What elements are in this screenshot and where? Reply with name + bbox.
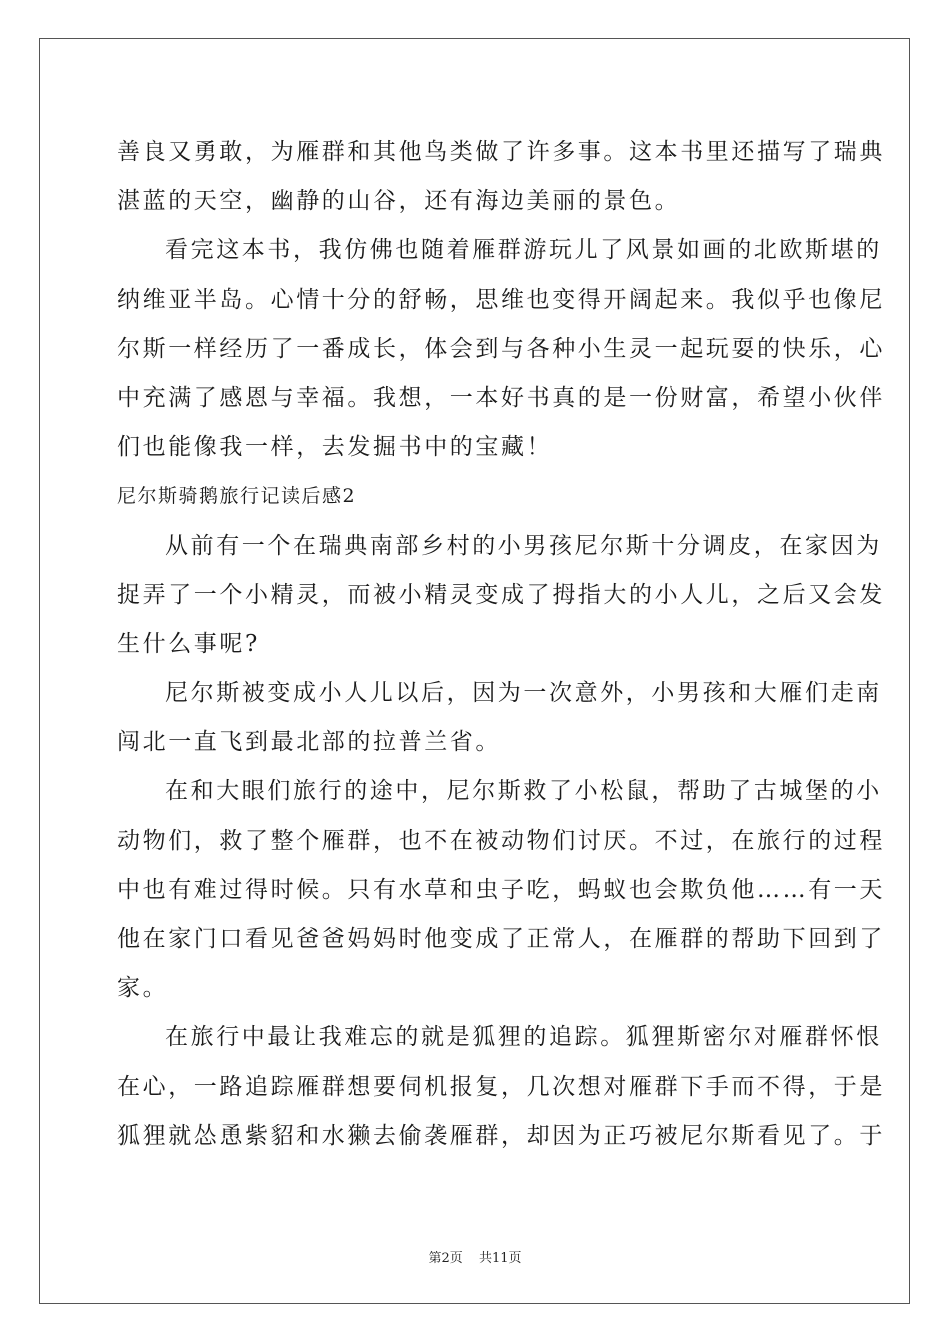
section-heading: 尼尔斯骑鹅旅行记读后感2 — [117, 485, 357, 508]
text-line: 纳维亚半岛。心情十分的舒畅，思维也变得开阔起来。我似乎也像尼 — [117, 286, 885, 313]
page-number: 第2页 — [428, 1251, 463, 1266]
text-line: 尔斯一样经历了一番成长，体会到与各种小生灵一起玩耍的快乐，心 — [117, 335, 885, 362]
text-line: 在和大眼们旅行的途中，尼尔斯救了小松鼠，帮助了古城堡的小 — [165, 778, 882, 805]
text-line: 中充满了感恩与幸福。我想，一本好书真的是一份财富，希望小伙伴 — [117, 384, 885, 411]
text-line: 湛蓝的天空，幽静的山谷，还有海边美丽的景色。 — [117, 188, 681, 215]
text-line: 善良又勇敢，为雁群和其他鸟类做了许多事。这本书里还描写了瑞典 — [117, 139, 885, 165]
page-footer — [0, 1247, 950, 1266]
text-line: 生什么事呢? — [117, 630, 260, 657]
text-line: 中也有难过得时候。只有水草和虫子吃，蚂蚁也会欺负他……有一天 — [117, 876, 885, 903]
text-line: 在旅行中最让我难忘的就是狐狸的追踪。狐狸斯密尔对雁群怀恨 — [165, 1024, 882, 1051]
text-line: 在心，一路追踪雁群想要伺机报复，几次想对雁群下手而不得，于是 — [117, 1073, 885, 1100]
text-line: 们也能像我一样，去发掘书中的宝藏！ — [117, 434, 553, 461]
text-line: 看完这本书，我仿佛也随着雁群游玩儿了风景如画的北欧斯堪的 — [165, 237, 882, 264]
page-total: 共11页 — [478, 1251, 522, 1266]
text-line: 他在家门口看见爸爸妈妈时他变成了正常人，在雁群的帮助下回到了 — [117, 926, 885, 952]
text-line: 闯北一直飞到最北部的拉普兰省。 — [117, 729, 501, 756]
text-line: 狐狸就怂恿紫貂和水獭去偷袭雁群，却因为正巧被尼尔斯看见了。于 — [117, 1122, 885, 1149]
document-body — [117, 128, 885, 1161]
text-line: 尼尔斯被变成小人儿以后，因为一次意外，小男孩和大雁们走南 — [165, 680, 882, 707]
text-line: 从前有一个在瑞典南部乡村的小男孩尼尔斯十分调皮，在家因为 — [165, 532, 882, 559]
text-line: 动物们，救了整个雁群，也不在被动物们讨厌。不过，在旅行的过程 — [117, 827, 885, 854]
text-line: 捉弄了一个小精灵，而被小精灵变成了拇指大的小人儿，之后又会发 — [117, 581, 885, 608]
text-line: 家。 — [117, 975, 169, 1002]
